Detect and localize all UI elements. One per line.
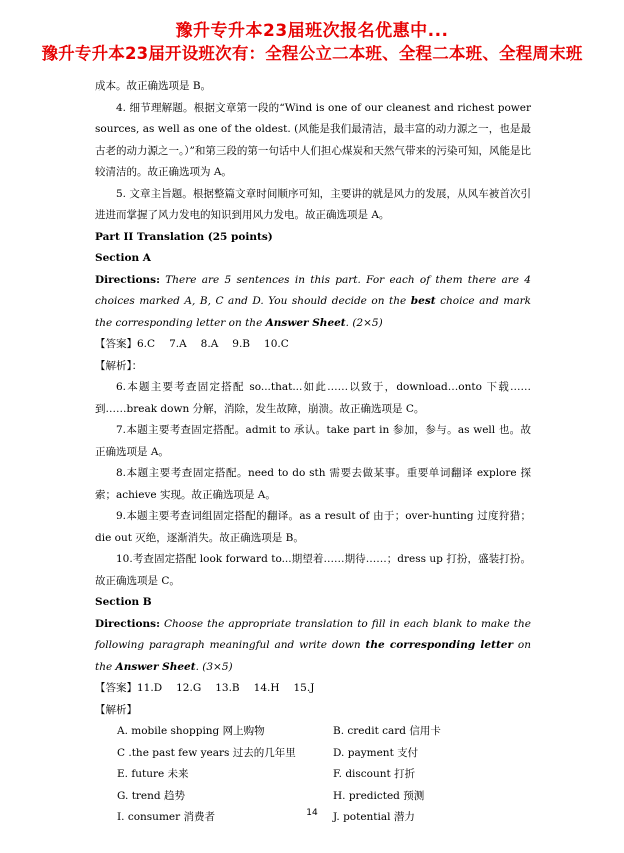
directions-text: choice and mark the corresponding letter on the (95, 295, 531, 329)
option-item: F. discount 打折 (333, 768, 416, 780)
option-row (117, 764, 531, 786)
answer-item: 12.G (176, 682, 202, 694)
document-body (95, 76, 531, 829)
section-a-heading: Section A (95, 252, 151, 264)
paragraph-q5: 5. 文章主旨题。根据整篇文章时间顺序可知，主要讲的就是风力的发展，从风车被首次引进进而掌握了风力发电的知识到用风力发电。故正确选项是 A。 (95, 187, 531, 221)
directions-text: There are 5 sentences in this part. For each of them there are 4 choices marked A, B, C and D. You should decide on the (95, 273, 531, 307)
answer-item: 15.J (293, 682, 315, 694)
option-item: H. predicted 预测 (333, 789, 425, 802)
directions-emphasis: the corresponding letter (365, 639, 514, 651)
directions-text: on the (95, 639, 531, 673)
answer-item: 【答案】6.C (95, 338, 156, 350)
option-item: C .the past few years 过去的几年里 (117, 746, 296, 759)
directions-label: Directions: (95, 617, 160, 630)
option-row (117, 786, 531, 808)
part2-heading: Part II Translation (25 points) (95, 230, 273, 243)
answer-item: 9.B (232, 338, 251, 350)
section-a-directions (95, 270, 531, 335)
option-item: A. mobile shopping 网上购物 (117, 725, 265, 737)
answer-item: 10.C (264, 338, 289, 350)
answer-item: 7.A (169, 338, 187, 350)
option-row (117, 743, 531, 765)
directions-emphasis: best (410, 295, 436, 307)
analysis-b-label: 【解析】 (95, 703, 137, 716)
directions-emphasis: Answer Sheet (265, 316, 346, 329)
section-a-answers (95, 334, 531, 356)
option-item: E. future 未来 (117, 768, 189, 780)
option-item: G. trend 趋势 (117, 789, 185, 802)
directions-emphasis: Answer Sheet (115, 660, 196, 673)
directions-text: . (2×5) (345, 316, 383, 329)
directions-label: Directions: (95, 273, 160, 286)
page-number: 14 (306, 808, 318, 818)
option-item: I. consumer 消费者 (117, 811, 215, 823)
analysis-q9: 9.本题主要考查词组固定搭配的翻译。as a result of 由于；over-hunting 过度狩猎；die out 灭绝，逐渐消失。故正确选项是 B。 (95, 510, 531, 544)
paragraph-1: 成本。故正确选项是 B。 (95, 80, 212, 92)
option-item: B. credit card 信用卡 (333, 725, 441, 737)
answer-item: 13.B (215, 682, 240, 694)
directions-text: . (3×5) (195, 660, 233, 673)
analysis-q8: 8.本题主要考查固定搭配。need to do sth 需要去做某事。重要单词翻译 explore 探索；achieve 实现。故正确选项是 A。 (95, 467, 531, 501)
answer-item: 【答案】11.D (95, 682, 163, 694)
paragraph-q4: 4. 细节理解题。根据文章第一段的“Wind is one of our cleanest and richest power sources, as well as one of the oldest. (风能是我们最清洁，最丰富的动力源之一，也是最古老的动力源之一。）”和第三段的第一句话中人们担心煤炭和天然气带来的污染可知，风能是比较清洁的。故正确选项为 A。 (95, 101, 531, 178)
section-b-heading: Section B (95, 596, 152, 608)
section-b-answers (95, 678, 531, 700)
section-b-directions (95, 614, 531, 679)
promo-banner-line2: 豫升专升本23届开设班次有：全程公立二本班、全程二本班、全程周末班 (41, 44, 583, 63)
analysis-q7: 7.本题主要考查固定搭配。admit to 承认。take part in 参加，参与。as well 也。故正确选项是 A。 (95, 424, 531, 458)
analysis-label: 【解析】： (95, 359, 143, 372)
option-item: J. potential 潜力 (333, 811, 415, 823)
analysis-q6: 6.本题主要考查固定搭配 so...that...如此……以致于，download…onto 下载……到……break down 分解，消除，发生故障，崩溃。故正确选项是 C。 (95, 381, 531, 415)
directions-text: Choose the appropriate translation to fill in each blank to make the following paragraph meaningful and write down (95, 617, 531, 651)
promo-banner-line1: 豫升专升本23届班次报名优惠中... (175, 21, 449, 41)
answer-item: 8.A (200, 338, 219, 350)
option-item: D. payment 支付 (333, 746, 419, 759)
analysis-q10: 10.考查固定搭配 look forward to...期望着……期待……；dress up 打扮，盛装打扮。故正确选项是 C。 (95, 553, 531, 587)
option-row (117, 721, 531, 743)
answer-item: 14.H (253, 682, 280, 694)
